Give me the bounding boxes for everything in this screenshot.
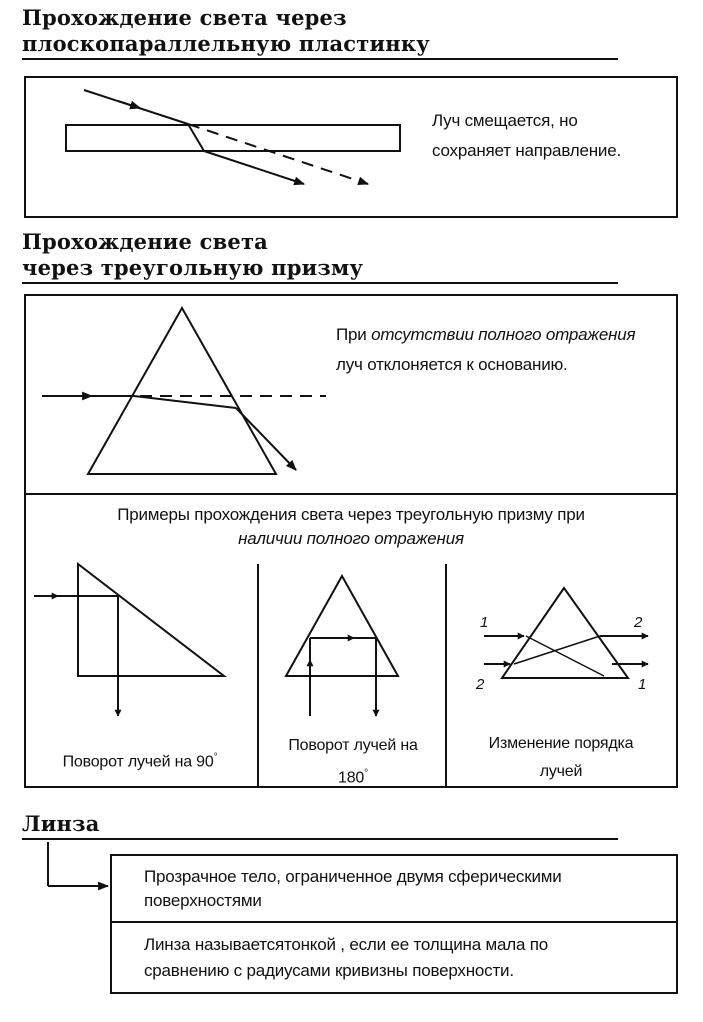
exit-ray-shifted — [204, 151, 304, 184]
prism-exit-ray — [236, 408, 296, 470]
lens-def2-line1: Линза называетсятонкой , если ее толщина мала по — [144, 935, 549, 954]
ray-label-2-left: 2 — [476, 676, 485, 693]
example-rotation-90 — [34, 564, 224, 716]
isosceles-prism — [286, 576, 398, 676]
lens-connector — [48, 842, 676, 922]
plate-diagram — [66, 90, 400, 184]
examples-line2: наличии полного отражения — [238, 529, 464, 548]
section1-title-line2: плоскопараллельную пластинку — [22, 31, 430, 56]
ray-label-1-left: 1 — [480, 614, 489, 631]
caption-rotation-90: Поворот лучей на 90° — [62, 752, 218, 771]
dove-prism — [502, 588, 628, 678]
plate-note-line1: Луч смещается, но — [432, 111, 578, 130]
example-rotation-180 — [286, 576, 398, 716]
lens-def1-line2: поверхностями — [144, 891, 262, 910]
caption-rotation-180: Поворот лучей на 180° — [288, 737, 418, 787]
section2-title-line1: Прохождение света — [22, 229, 268, 254]
lens-def1-line1: Прозрачное тело, ограниченное двумя сферическими — [144, 867, 562, 886]
example-order-change — [484, 588, 648, 678]
prism-triangle — [88, 308, 276, 474]
section1-title-line1: Прохождение света через — [22, 5, 347, 30]
section2-title-line2: через треугольную призму — [22, 255, 364, 280]
right-angle-prism — [78, 564, 224, 676]
ray-label-2-right: 2 — [634, 614, 643, 631]
section3-title: Линза — [22, 811, 100, 836]
prism-note-line2: луч отклоняется к основанию. — [336, 355, 568, 374]
prism-note-line1: При отсутствии полного отражения — [336, 325, 636, 344]
incident-ray-arrow-icon — [118, 101, 140, 108]
lens-def2-line2: сравнению с радиусами кривизны поверхности. — [144, 961, 514, 980]
prism-ray-inside — [134, 396, 236, 408]
plate-note-line2: сохраняет направление. — [432, 141, 621, 160]
ray-label-1-right: 1 — [638, 676, 647, 693]
prism-refraction-diagram — [26, 308, 676, 786]
examples-line1: Примеры прохождения света через треугольную призму при — [117, 505, 585, 524]
caption-order-change: Изменение порядка лучей — [488, 735, 634, 780]
refracted-ray-inside — [188, 124, 204, 151]
